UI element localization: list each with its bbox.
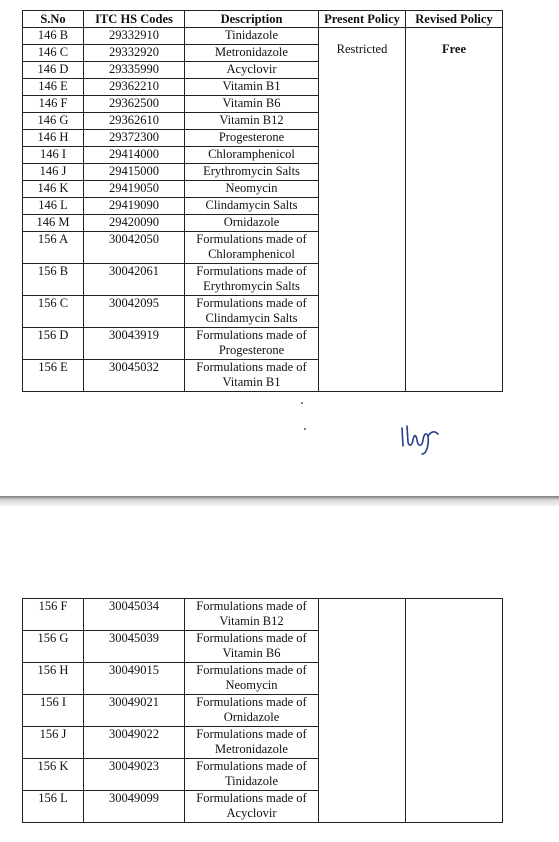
header-sno: S.No — [23, 11, 84, 28]
header-description: Description — [185, 11, 319, 28]
cell-sno: 156 I — [23, 695, 84, 727]
cell-description — [185, 130, 319, 147]
description-line-1: Formulations made of — [196, 791, 307, 805]
cell-sno: 146 K — [23, 181, 84, 198]
description-line-1: Vitamin B1 — [222, 79, 281, 93]
cell-description — [185, 79, 319, 96]
cell-itc-code: 30049023 — [84, 759, 185, 791]
table-row — [23, 28, 503, 45]
description-line-1: Chloramphenicol — [208, 147, 295, 161]
cell-itc-code: 30049021 — [84, 695, 185, 727]
cell-sno: 156 H — [23, 663, 84, 695]
cell-itc-code: 29420090 — [84, 215, 185, 232]
cell-sno: 156 B — [23, 264, 84, 296]
description-line-2: Clindamycin Salts — [205, 311, 298, 325]
cell-description — [185, 695, 319, 727]
cell-itc-code: 30043919 — [84, 328, 185, 360]
header-revised-policy: Revised Policy — [406, 11, 503, 28]
cell-description — [185, 727, 319, 759]
cell-itc-code: 30042095 — [84, 296, 185, 328]
description-line-2: Metronidazole — [215, 742, 288, 756]
cell-sno: 146 G — [23, 113, 84, 130]
cell-description — [185, 164, 319, 181]
cell-itc-code: 30045039 — [84, 631, 185, 663]
cell-sno: 156 K — [23, 759, 84, 791]
cell-description — [185, 791, 319, 823]
cell-itc-code: 30045034 — [84, 599, 185, 631]
description-line-1: Erythromycin Salts — [203, 164, 300, 178]
cell-description — [185, 113, 319, 130]
cell-sno: 156 J — [23, 727, 84, 759]
cell-itc-code: 29414000 — [84, 147, 185, 164]
description-line-1: Neomycin — [225, 181, 278, 195]
cell-description — [185, 45, 319, 62]
cell-itc-code: 29419090 — [84, 198, 185, 215]
description-line-1: Formulations made of — [196, 264, 307, 278]
description-line-2: Vitamin B1 — [222, 375, 281, 389]
cell-description — [185, 198, 319, 215]
cell-sno: 146 H — [23, 130, 84, 147]
cell-sno: 156 E — [23, 360, 84, 392]
cell-itc-code: 29332910 — [84, 28, 185, 45]
policy-table-page-2 — [22, 598, 503, 823]
description-line-1: Tinidazole — [224, 28, 278, 42]
description-line-1: Formulations made of — [196, 360, 307, 374]
cell-revised-policy — [406, 599, 503, 823]
description-line-1: Formulations made of — [196, 695, 307, 709]
description-line-1: Formulations made of — [196, 296, 307, 310]
description-line-1: Clindamycin Salts — [205, 198, 298, 212]
description-line-2: Progesterone — [218, 343, 285, 357]
header-present-policy: Present Policy — [319, 11, 406, 28]
cell-sno: 146 L — [23, 198, 84, 215]
cell-itc-code: 30042061 — [84, 264, 185, 296]
cell-present-policy: Restricted — [319, 28, 406, 392]
cell-sno: 156 C — [23, 296, 84, 328]
description-line-1: Vitamin B12 — [219, 113, 284, 127]
description-line-2: Chloramphenicol — [208, 247, 295, 261]
cell-sno: 156 F — [23, 599, 84, 631]
cell-sno: 156 A — [23, 232, 84, 264]
cell-sno: 146 D — [23, 62, 84, 79]
description-line-1: Formulations made of — [196, 328, 307, 342]
scan-dot — [301, 402, 303, 404]
description-line-1: Progesterone — [218, 130, 285, 144]
table-row — [23, 599, 503, 631]
cell-present-policy — [319, 599, 406, 823]
header-itc-hs-codes: ITC HS Codes — [84, 11, 185, 28]
cell-revised-policy: Free — [406, 28, 503, 392]
cell-itc-code: 29362500 — [84, 96, 185, 113]
description-line-1: Formulations made of — [196, 631, 307, 645]
cell-itc-code: 29332920 — [84, 45, 185, 62]
cell-description — [185, 296, 319, 328]
cell-sno: 146 I — [23, 147, 84, 164]
cell-itc-code: 30042050 — [84, 232, 185, 264]
cell-sno: 156 L — [23, 791, 84, 823]
cell-description — [185, 663, 319, 695]
cell-itc-code: 29372300 — [84, 130, 185, 147]
description-line-1: Acyclovir — [226, 62, 277, 76]
cell-sno: 146 E — [23, 79, 84, 96]
description-line-2: Vitamin B12 — [219, 614, 284, 628]
cell-sno: 146 F — [23, 96, 84, 113]
cell-sno: 156 G — [23, 631, 84, 663]
cell-description — [185, 96, 319, 113]
cell-description — [185, 28, 319, 45]
cell-sno: 156 D — [23, 328, 84, 360]
cell-itc-code: 29419050 — [84, 181, 185, 198]
cell-sno: 146 J — [23, 164, 84, 181]
cell-description — [185, 360, 319, 392]
description-line-2: Tinidazole — [224, 774, 278, 788]
cell-sno: 146 B — [23, 28, 84, 45]
cell-itc-code: 30049022 — [84, 727, 185, 759]
description-line-1: Formulations made of — [196, 727, 307, 741]
description-line-1: Metronidazole — [215, 45, 288, 59]
description-line-1: Ornidazole — [223, 215, 280, 229]
cell-description — [185, 181, 319, 198]
table-header-row — [23, 11, 503, 28]
description-line-1: Formulations made of — [196, 599, 307, 613]
cell-itc-code: 30049099 — [84, 791, 185, 823]
cell-itc-code: 29362610 — [84, 113, 185, 130]
description-line-2: Acyclovir — [226, 806, 277, 820]
description-line-2: Neomycin — [225, 678, 278, 692]
cell-itc-code: 30045032 — [84, 360, 185, 392]
cell-itc-code: 29335990 — [84, 62, 185, 79]
cell-itc-code: 29362210 — [84, 79, 185, 96]
description-line-2: Ornidazole — [223, 710, 280, 724]
cell-description — [185, 62, 319, 79]
cell-sno: 146 M — [23, 215, 84, 232]
description-line-1: Formulations made of — [196, 663, 307, 677]
description-line-2: Erythromycin Salts — [203, 279, 300, 293]
cell-description — [185, 328, 319, 360]
scan-dot — [304, 428, 306, 430]
description-line-1: Formulations made of — [196, 232, 307, 246]
cell-description — [185, 631, 319, 663]
cell-itc-code: 30049015 — [84, 663, 185, 695]
cell-description — [185, 759, 319, 791]
cell-description — [185, 232, 319, 264]
description-line-1: Vitamin B6 — [222, 96, 281, 110]
cell-description — [185, 599, 319, 631]
handwritten-signature — [398, 420, 442, 456]
description-line-1: Formulations made of — [196, 759, 307, 773]
page-separator — [0, 496, 559, 506]
cell-sno: 146 C — [23, 45, 84, 62]
cell-description — [185, 264, 319, 296]
cell-description — [185, 215, 319, 232]
description-line-2: Vitamin B6 — [222, 646, 281, 660]
cell-description — [185, 147, 319, 164]
policy-table-page-1 — [22, 10, 503, 392]
cell-itc-code: 29415000 — [84, 164, 185, 181]
